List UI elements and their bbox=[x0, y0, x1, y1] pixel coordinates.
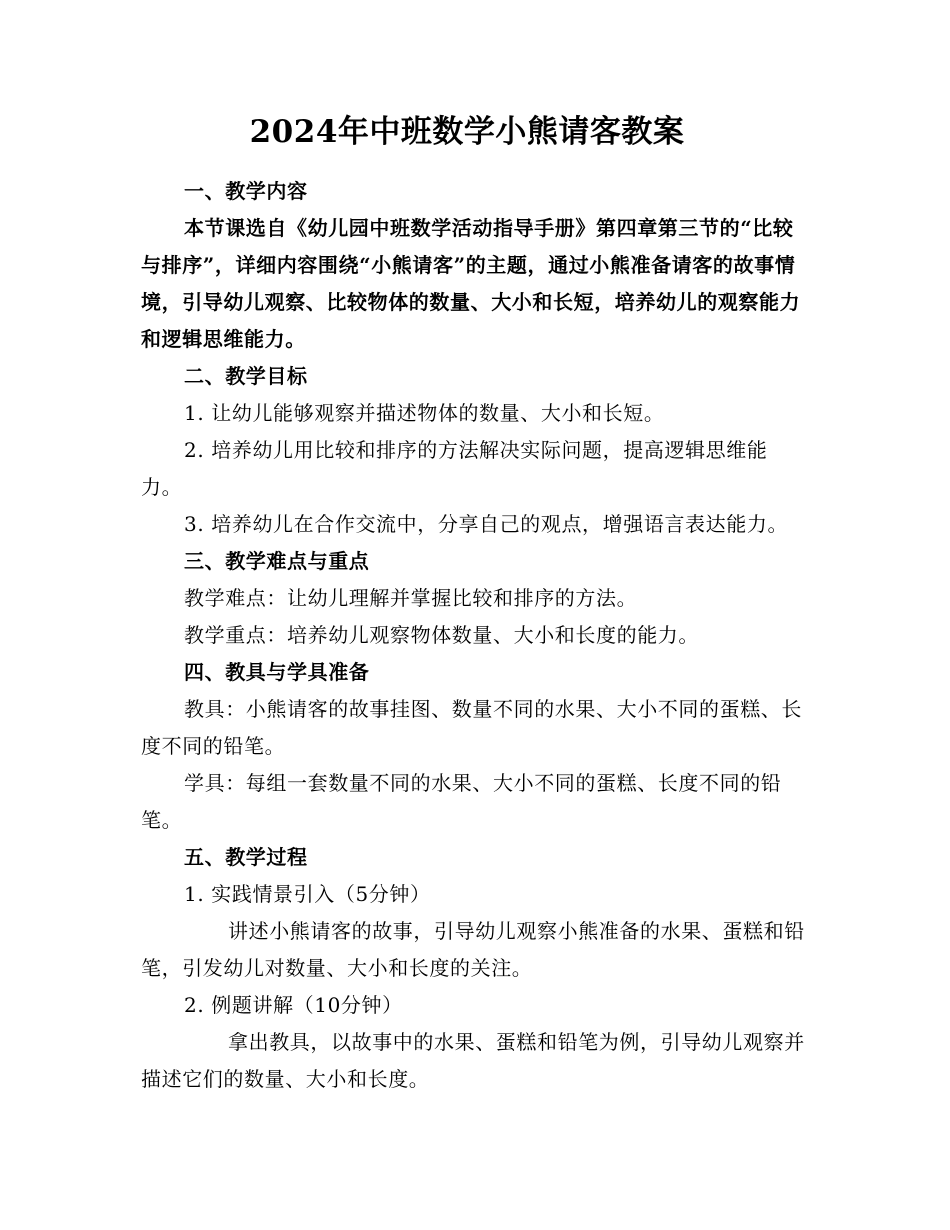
document-body bbox=[141, 173, 806, 1098]
key-point-item: 教学重点：培养幼儿观察物体数量、大小和长度的能力。 bbox=[184, 623, 699, 647]
document-title: 2024年中班数学小熊请客教案 bbox=[249, 114, 685, 150]
process-step-text: 讲述小熊请客的故事，引导幼儿观察小熊准备的水果、蛋糕和铅笔，引发幼儿对数量、大小和长度的关注。 bbox=[141, 919, 805, 980]
process-step-text: 拿出教具，以故事中的水果、蛋糕和铅笔为例，引导幼儿观察并描述它们的数量、大小和长度。 bbox=[141, 1030, 805, 1091]
document-page bbox=[141, 112, 821, 1098]
process-step-label: 1. 实践情景引入（5分钟） bbox=[184, 882, 431, 906]
section-heading-process: 五、教学过程 bbox=[184, 845, 308, 869]
materials-item: 教具：小熊请客的故事挂图、数量不同的水果、大小不同的蛋糕、长度不同的铅笔。 bbox=[141, 697, 802, 758]
objective-item: 3. 培养幼儿在合作交流中，分享自己的观点，增强语言表达能力。 bbox=[184, 512, 789, 536]
objective-item: 1. 让幼儿能够观察并描述物体的数量、大小和长短。 bbox=[184, 401, 665, 425]
process-step-label: 2. 例题讲解（10分钟） bbox=[184, 993, 403, 1017]
section-heading-objectives: 二、教学目标 bbox=[184, 364, 308, 388]
section-paragraph-content: 本节课选自《幼儿园中班数学活动指导手册》第四章第三节的“比较与排序”，详细内容围绕“小熊请客”的主题，通过小熊准备请客的故事情境，引导幼儿观察、比较物体的数量、大小和长短，培养幼儿的观察能力和逻辑思维能力。 bbox=[141, 216, 801, 351]
key-point-item: 教学难点：让幼儿理解并掌握比较和排序的方法。 bbox=[184, 586, 638, 610]
materials-item: 学具：每组一套数量不同的水果、大小不同的蛋糕、长度不同的铅笔。 bbox=[141, 771, 782, 832]
objective-item: 2. 培养幼儿用比较和排序的方法解决实际问题，提高逻辑思维能力。 bbox=[141, 438, 768, 499]
section-heading-content: 一、教学内容 bbox=[184, 179, 308, 203]
section-heading-materials: 四、教具与学具准备 bbox=[184, 660, 370, 684]
section-heading-key-points: 三、教学难点与重点 bbox=[184, 549, 370, 573]
